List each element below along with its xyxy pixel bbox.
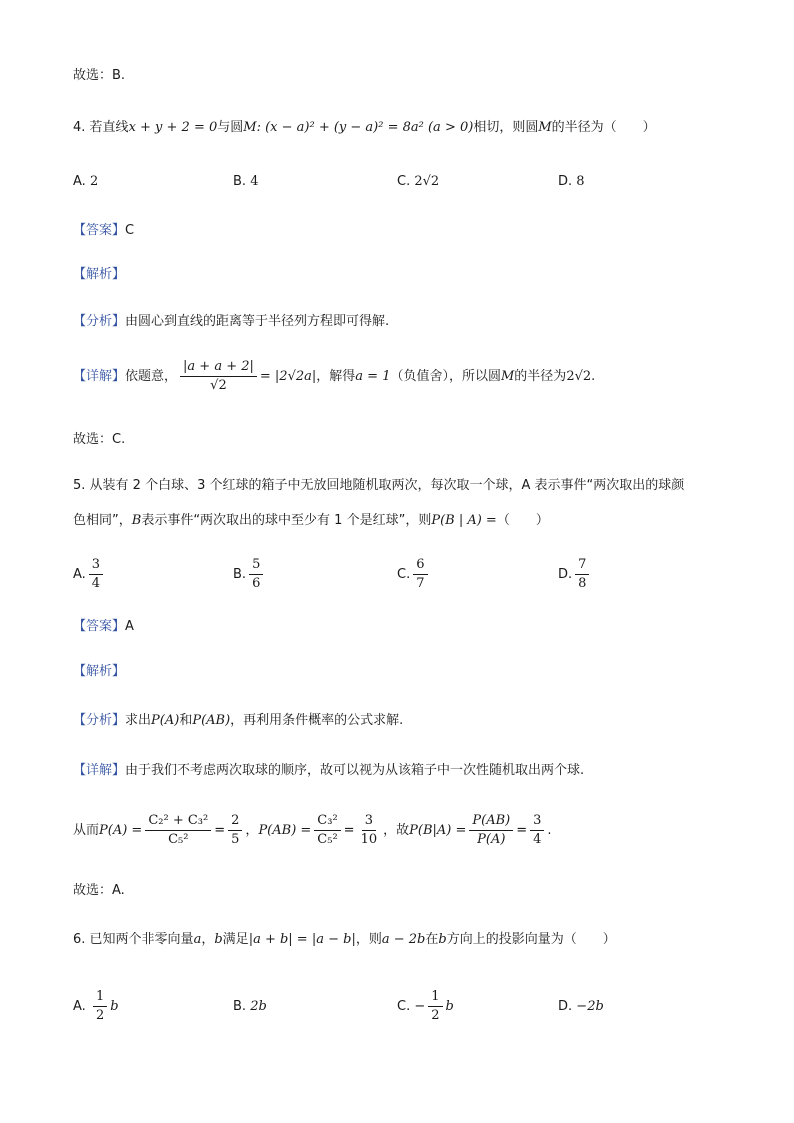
q4-text-a: 若直线 [89, 120, 129, 135]
q5-final-answer: 故选：A. [73, 883, 125, 898]
q4-analysis-heading: 【解析】 [73, 267, 126, 282]
q6-option-c: C. − $\frac{1}{2}$ b [397, 989, 454, 1023]
q4-option-b: B. 4 [233, 174, 259, 189]
q5-option-c: C. $\frac{6}{7}$ [397, 556, 431, 593]
q5-option-b: B. $\frac{5}{6}$ [233, 556, 266, 593]
q6-option-b: B. 2b [233, 999, 267, 1014]
q4-fenxi: 【分析】由圆心到直线的距离等于半径列方程即可得解. [73, 314, 390, 329]
q5-fenxi: 【分析】求出P(A)和P(AB)，再利用条件概率的公式求解. [73, 713, 404, 728]
q5-frac-4: $\frac{3}{10}$ [360, 813, 378, 847]
q4-circle-eq: : (x − a)² + (y − a)² = 8a² (a > 0) [256, 120, 474, 135]
q5-frac-6: $\frac{3}{4}$ [530, 812, 544, 849]
q5-frac-1: $\frac{\text{C₂² + C₃²}}{\text{C₅²}}$ [145, 812, 211, 849]
q5-option-a: A. $\frac{3}{4}$ [73, 556, 106, 593]
q4-option-a: A. 2 [73, 174, 99, 189]
q4-text-e: 的半径为（ ） [551, 120, 656, 135]
q4-fraction: $\frac{|a + a + 2|}{√2}$ [180, 358, 257, 395]
q5-frac-3: $\frac{\text{C₃²}}{\text{C₅²}}$ [314, 812, 340, 849]
q5-stem-line1: 5. 从装有 2 个白球、3 个红球的箱子中无放回地随机取两次，每次取一个球，A 表示事件“两次取出的球颜 [73, 478, 685, 493]
q5-xiangjie: 【详解】由于我们不考虑两次取球的顺序，故可以视为从该箱子中一次性随机取出两个球. [73, 763, 585, 778]
prev-final-answer: 故选：B. [73, 68, 126, 83]
q4-xiangjie: 【详解】依题意， $\frac{|a + a + 2|}{√2}$ = |2√2a|，解得a = 1（负值舍），所以圆M的半径为2√2. [73, 359, 596, 393]
q5-frac-2: $\frac{2}{5}$ [228, 812, 242, 849]
q5-calculation: 从而P(A) = $\frac{\text{C₂² + C₃²}}{\text{C₅²}}$ = $\frac{2}{5}$ ，P(AB) = $\frac{\text{C₃²}}{\text{C₅²}}$ = $\frac{3}{10}$ ，故P(B|A) = $\frac{P(AB)}{P(A)}$ = $\frac{3}{4}$ . [73, 813, 552, 847]
q6-option-d: D. −2b [558, 999, 604, 1014]
q4-answer-value: C [125, 223, 135, 238]
q4-text-b: 与圆 [217, 120, 244, 135]
q4-final-answer: 故选：C. [73, 432, 126, 447]
q4-option-c: C. 2√2 [397, 174, 440, 189]
q4-answer-tag: 【答案】 [73, 223, 126, 238]
q4-circle-name: M [243, 120, 257, 135]
q4-text-d: M [538, 120, 552, 135]
q5-frac-5: $\frac{P(AB)}{P(A)}$ [469, 812, 513, 849]
q4-answer [73, 221, 134, 241]
q5-option-d: D. $\frac{7}{8}$ [558, 556, 592, 593]
q5-stem-line2: 色相同”，B表示事件“两次取出的球中至少有 1 个是红球”，则P(B | A) =（ ） [73, 513, 549, 528]
q4-option-d: D. 8 [558, 174, 585, 189]
q6-stem: 6. 已知两个非零向量a，b满足|a + b| = |a − b|，则a − 2b在b方向上的投影向量为（ ） [73, 932, 616, 947]
q4-text-c: 相切，则圆 [473, 120, 539, 135]
q4-line-eq: x + y + 2 = 0 [128, 120, 218, 135]
q5-answer: 【答案】A [73, 619, 134, 634]
q5-analysis-heading: 【解析】 [73, 664, 126, 679]
q6-option-a: A. $\frac{1}{2}$ b [73, 989, 119, 1023]
q4-stem [73, 118, 656, 138]
q4-number: 4. [73, 120, 86, 135]
